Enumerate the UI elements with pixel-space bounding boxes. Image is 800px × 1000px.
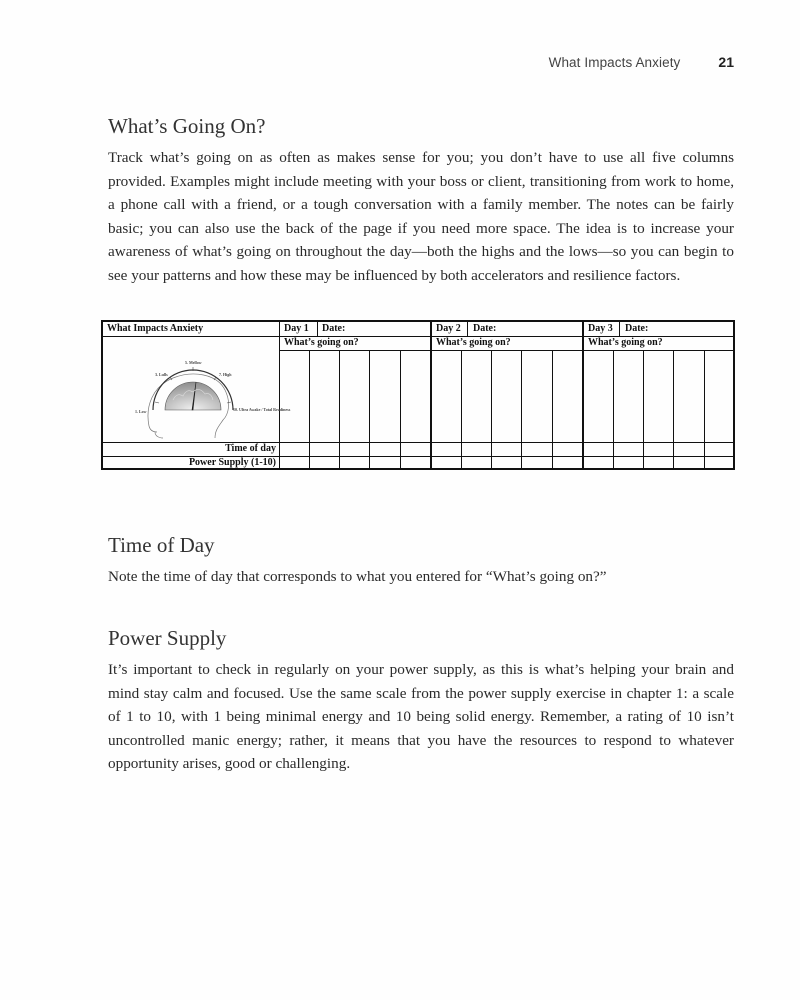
- section-paragraph-power-supply: It’s important to check in regularly on your power supply, as this is what’s helping your brain and mind stay calm and focused. Use the same scale from the power supply exercise in chapter 1: a scale of 1 to 10, with 1 being minimal energy and 10 being solid energy. Remember, a rating of 10 isn’t uncontrolled manic energy; rather, it means that you have the resources to respond to whatever opportunity arises, good or challenging.: [108, 661, 734, 773]
- worksheet-column-line: [613, 350, 614, 468]
- running-head: [549, 54, 734, 70]
- gauge-label-mellow: 5. Mellow: [185, 360, 202, 365]
- worksheet-rule: [103, 442, 733, 443]
- row-label-time-of-day: Time of day: [225, 443, 276, 454]
- running-head-title: What Impacts Anxiety: [548, 55, 681, 70]
- worksheet-column-line: [400, 350, 401, 468]
- gauge-label-low: 1. Low: [135, 409, 147, 414]
- worksheet-column-line: [704, 350, 705, 468]
- day-3-label: Day 3: [588, 323, 613, 334]
- worksheet-column-line: [309, 350, 310, 468]
- day-3-prompt: What’s going on?: [588, 337, 663, 348]
- worksheet-column-line: [643, 350, 644, 468]
- section-heading-whats-going-on: What’s Going On?: [108, 114, 266, 138]
- worksheet-divider: [582, 322, 584, 468]
- worksheet-column-line: [491, 350, 492, 468]
- day-1-label: Day 1: [284, 323, 309, 334]
- section-paragraph-whats-going-on: Track what’s going on as often as makes sense for you; you don’t have to use all five columns provided. Examples might include meeting with your boss or client, transitioning from work to home, a phone call with a friend, or a tough conversation with a family member. The notes can be fairly basic; you can also use the back of the page if you need more space. The idea is to increase your awareness of what’s going on throughout the day—both the highs and the lows—so you can begin to see your patterns and how these may be influenced by both accelerators and resilience factors.: [108, 149, 734, 284]
- worksheet-divider: [279, 322, 280, 468]
- section-paragraph-time-of-day: Note the time of day that corresponds to what you entered for “What’s going on?”: [108, 568, 607, 585]
- gauge-label-high: 7. High: [219, 372, 232, 377]
- worksheet-column-line: [521, 350, 522, 468]
- tracking-worksheet: [101, 320, 735, 470]
- day-2-label: Day 2: [436, 323, 461, 334]
- worksheet-column-line: [673, 350, 674, 468]
- section-heading-power-supply: Power Supply: [108, 626, 227, 650]
- gauge-label-lulls: 3. Lulls: [155, 372, 168, 377]
- day-2-prompt: What’s going on?: [436, 337, 511, 348]
- section-heading-time-of-day: Time of Day: [108, 533, 215, 557]
- worksheet-title: What Impacts Anxiety: [107, 323, 204, 334]
- worksheet-divider: [430, 322, 432, 468]
- gauge-label-ultra: 10. Ultra Awake / Total Readiness: [233, 407, 291, 412]
- day-1-date-label: Date:: [322, 323, 346, 334]
- day-2-date-label: Date:: [473, 323, 497, 334]
- worksheet-rule: [280, 350, 733, 351]
- worksheet-divider: [467, 322, 468, 336]
- power-gauge-illustration: [119, 340, 291, 440]
- worksheet-column-line: [552, 350, 553, 468]
- worksheet-divider: [619, 322, 620, 336]
- worksheet-column-line: [339, 350, 340, 468]
- page-number: 21: [718, 54, 734, 70]
- worksheet-column-line: [369, 350, 370, 468]
- worksheet-divider: [317, 322, 318, 336]
- day-3-date-label: Date:: [625, 323, 649, 334]
- day-1-prompt: What’s going on?: [284, 337, 359, 348]
- worksheet-column-line: [461, 350, 462, 468]
- row-label-power-supply: Power Supply (1-10): [188, 457, 276, 468]
